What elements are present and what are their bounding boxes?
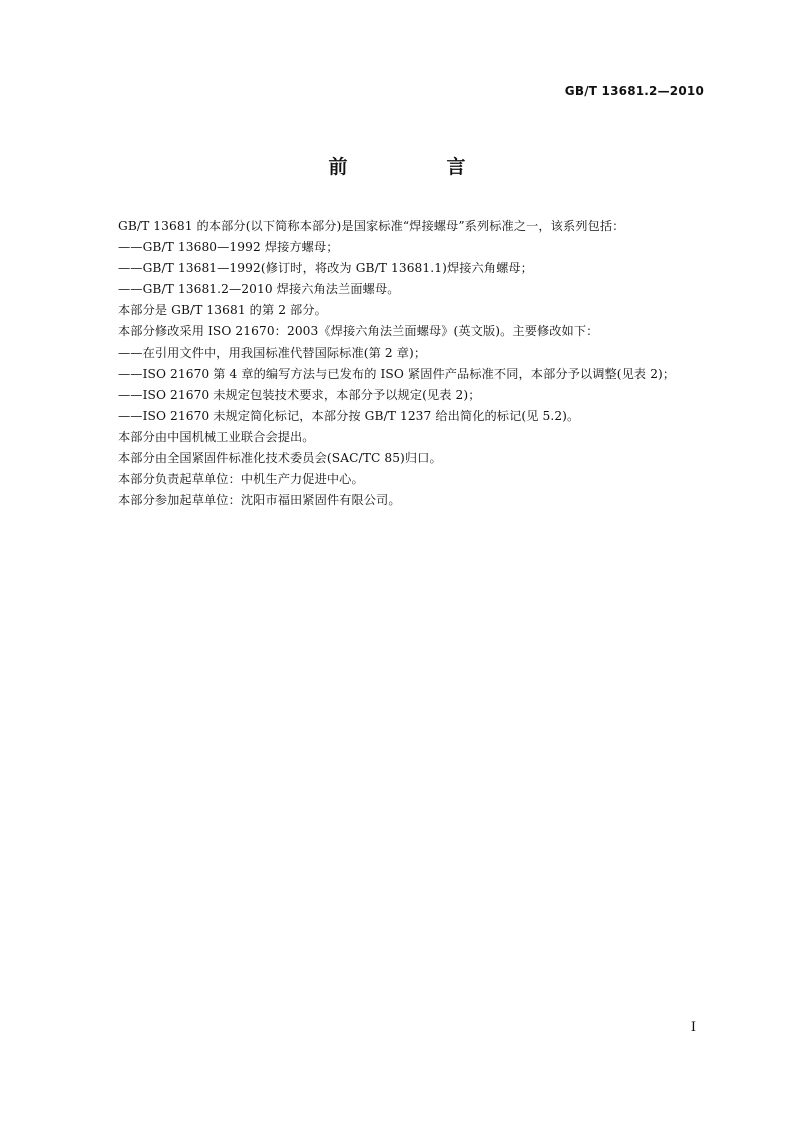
list-item-change-references: ——在引用文件中，用我国标准代替国际标准(第 2 章)； xyxy=(118,345,427,360)
paragraph-iso-adoption: 本部分修改采用 ISO 21670：2003《焊接六角法兰面螺母》(英文版)。主要修改如下： xyxy=(118,324,599,339)
page-number: I xyxy=(690,1020,696,1035)
list-item-change-chapter-4: ——ISO 21670 第 4 章的编写方法与已发布的 ISO 紧固件产品标准不同，本部分予以调整(见表 2)； xyxy=(118,366,676,381)
list-item-part-2-flange-nut: ——GB/T 13681.2—2010 焊接六角法兰面螺母。 xyxy=(118,282,400,297)
paragraph-proposed-by: 本部分由中国机械工业联合会提出。 xyxy=(118,429,315,444)
list-item-change-marking: ——ISO 21670 未规定简化标记，本部分按 GB/T 1237 给出简化的标记(见 5.2)。 xyxy=(118,408,580,423)
list-item-part-1-square-nut: ——GB/T 13680—1992 焊接方螺母； xyxy=(118,240,339,255)
paragraph-drafting-unit: 本部分负责起草单位：中机生产力促进中心。 xyxy=(118,472,364,487)
standard-code: GB/T 13681.2—2010 xyxy=(564,84,704,98)
list-item-change-packaging: ——ISO 21670 未规定包装技术要求，本部分予以规定(见表 2)； xyxy=(118,387,481,402)
paragraph-under-jurisdiction: 本部分由全国紧固件标准化技术委员会(SAC/TC 85)归口。 xyxy=(118,451,442,466)
paragraph-intro: GB/T 13681 的本部分(以下简称本部分)是国家标准“焊接螺母”系列标准之一，该系列包括： xyxy=(118,219,625,233)
page-title: 前 言 xyxy=(328,156,506,178)
paragraph-part-number: 本部分是 GB/T 13681 的第 2 部分。 xyxy=(118,303,327,318)
foreword-body xyxy=(118,216,708,511)
list-item-part-1-hex-nut: ——GB/T 13681—1992(修订时，将改为 GB/T 13681.1)焊接六角螺母； xyxy=(118,261,533,276)
paragraph-participating-unit: 本部分参加起草单位：沈阳市福田紧固件有限公司。 xyxy=(118,493,401,508)
